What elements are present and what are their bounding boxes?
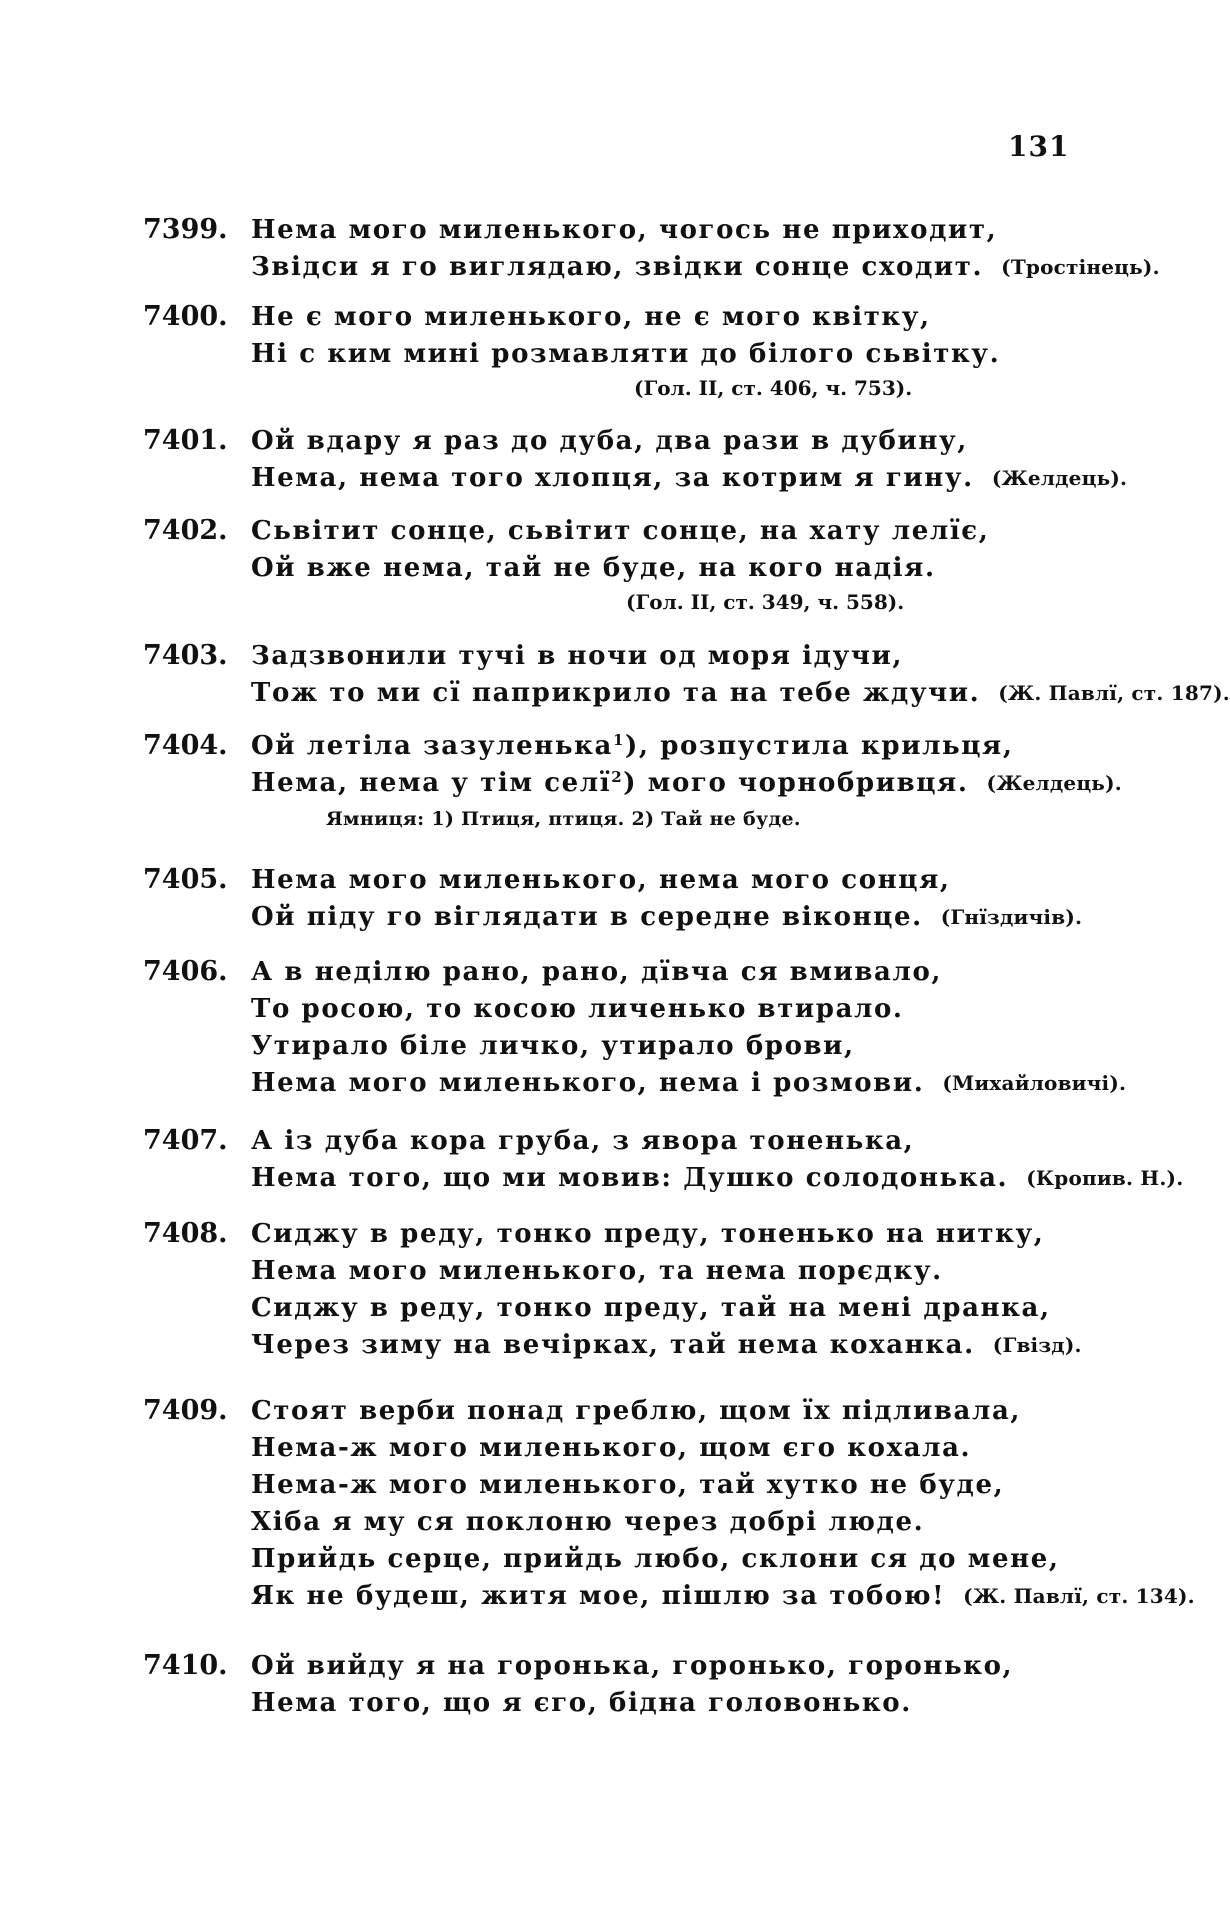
page-number: 131 bbox=[1008, 130, 1070, 163]
verse-line bbox=[251, 1327, 1091, 1364]
verse-text: Ой піду го віглядати в середне віконце. bbox=[251, 902, 923, 932]
variant-note: Ямниця: 1) Птиця, птиця. 2) Тай не буде. bbox=[326, 808, 801, 830]
song-number: 7400. bbox=[143, 301, 228, 332]
verse-text: Хіба я му ся поклоню через добрі люде. bbox=[251, 1507, 925, 1537]
verse-text: Нема, нема у тім селї bbox=[251, 768, 612, 798]
verse-lines bbox=[251, 1393, 1195, 1615]
verse-text: Нема-ж мого миленького, тай хутко не буде, bbox=[251, 1470, 1005, 1500]
song-number: 7406. bbox=[143, 956, 228, 987]
verse-lines bbox=[251, 638, 1230, 712]
verse-line bbox=[251, 423, 1091, 460]
source-reference: (Гол. II, ст. 406, ч. 753). bbox=[634, 376, 913, 400]
source-reference: (Гол. II, ст. 349, ч. 558). bbox=[626, 590, 905, 614]
source-reference: (Гвізд). bbox=[992, 1333, 1082, 1357]
song-number: 7410. bbox=[143, 1650, 228, 1681]
verse-text: Нема, нема того хлопця, за котрим я гину. bbox=[251, 463, 974, 493]
verse-line bbox=[251, 954, 1091, 991]
verse-text: Нема мого миленького, нема і розмови. bbox=[251, 1068, 925, 1098]
source-reference: (Тростінець). bbox=[1001, 255, 1160, 279]
verse-line bbox=[251, 1648, 1091, 1685]
verse-line bbox=[251, 336, 1091, 373]
verse-text: Через зиму на вечірках, тай нема коханка. bbox=[251, 1330, 975, 1360]
verse-line bbox=[251, 638, 1091, 675]
verse-text: Не є мого миленького, не є мого квітку, bbox=[251, 302, 931, 332]
verse-lines bbox=[251, 862, 1091, 936]
verse-text: ), розпустила крильця, bbox=[624, 731, 1014, 761]
verse-text: ) мого чорнобривця. bbox=[623, 768, 969, 798]
verse-text: Звідси я го виглядаю, звідки сонце сходит. bbox=[251, 252, 984, 282]
source-reference: (Кропив. Н.). bbox=[1026, 1166, 1184, 1190]
verse-line bbox=[251, 728, 1091, 765]
verse-text: Утирало біле личко, утирало брови, bbox=[251, 1031, 855, 1061]
verse-text: Ні с ким мині розмавляти до білого сьвітку. bbox=[251, 339, 1001, 369]
song-number: 7403. bbox=[143, 640, 228, 671]
song-number: 7401. bbox=[143, 425, 228, 456]
verse-line bbox=[251, 299, 1091, 336]
verse-line bbox=[251, 991, 1091, 1028]
song-number: 7402. bbox=[143, 515, 228, 546]
verse-line bbox=[251, 1541, 1091, 1578]
verse-line bbox=[251, 899, 1091, 936]
verse-lines bbox=[251, 728, 1122, 840]
verse-text: Ой летіла зазуленька bbox=[251, 731, 613, 761]
verse-line bbox=[251, 212, 1091, 249]
verse-line bbox=[251, 1028, 1091, 1065]
verse-text: Задзвонили тучі в ночи од моря ідучи, bbox=[251, 641, 903, 671]
verse-text: Сиджу в реду, тонко преду, тай на мені дранка, bbox=[251, 1293, 1051, 1323]
source-reference: (Гнїздичів). bbox=[940, 905, 1083, 929]
verse-line bbox=[251, 765, 1122, 802]
verse-text: Нема того, що ми мовив: Душко солодонька. bbox=[251, 1163, 1009, 1193]
source-reference: (Желдець). bbox=[986, 771, 1122, 795]
verse-line bbox=[251, 1504, 1091, 1541]
song-number: 7399. bbox=[143, 214, 228, 245]
verse-text: Ой вдару я раз до дуба, два рази в дубину, bbox=[251, 426, 968, 456]
verse-lines bbox=[251, 1648, 1091, 1722]
verse-lines bbox=[251, 1123, 1184, 1197]
verse-lines bbox=[251, 299, 1091, 407]
verse-text: Нема мого миленького, та нема порєдку. bbox=[251, 1256, 943, 1286]
verse-lines bbox=[251, 423, 1128, 497]
source-reference: (Ж. Павлї, ст. 187). bbox=[998, 681, 1230, 705]
verse-line bbox=[251, 862, 1091, 899]
verse-text: Нема того, що я єго, бідна головонько. bbox=[251, 1688, 912, 1718]
verse-text: Ой вийду я на горонька, горонько, горонько, bbox=[251, 1651, 1014, 1681]
verse-line bbox=[251, 1430, 1091, 1467]
verse-text: Тож то ми сї паприкрило та на тебе ждучи. bbox=[251, 678, 981, 708]
verse-text: Прийдь серце, прийдь любо, склони ся до мене, bbox=[251, 1544, 1060, 1574]
verse-text: Нема мого миленького, нема мого сонця, bbox=[251, 865, 951, 895]
footnote-marker: 1 bbox=[612, 731, 625, 749]
verse-lines bbox=[251, 513, 1091, 621]
source-reference: (Желдець). bbox=[991, 466, 1128, 490]
verse-lines bbox=[251, 1216, 1091, 1364]
verse-text: Як не будеш, житя мое, пішлю за тобою! bbox=[251, 1581, 946, 1611]
verse-line bbox=[251, 1578, 1195, 1615]
verse-line bbox=[251, 1123, 1091, 1160]
song-number: 7407. bbox=[143, 1125, 228, 1156]
verse-line bbox=[251, 1393, 1091, 1430]
verse-lines bbox=[251, 212, 1160, 286]
verse-line bbox=[251, 513, 1091, 550]
verse-text: То росою, то косою личенько втирало. bbox=[251, 994, 904, 1024]
verse-lines bbox=[251, 954, 1127, 1102]
verse-text: Стоят верби понад греблю, щом їх підливала, bbox=[251, 1396, 1022, 1426]
song-number: 7409. bbox=[143, 1395, 228, 1426]
verse-line bbox=[251, 1467, 1091, 1504]
verse-line bbox=[251, 1160, 1184, 1197]
verse-line bbox=[251, 1216, 1091, 1253]
verse-text: Сьвітит сонце, сьвітит сонце, на хату лелїє, bbox=[251, 516, 990, 546]
source-reference: (Ж. Павлї, ст. 134). bbox=[963, 1584, 1195, 1608]
verse-text: Ой вже нема, тай не буде, на кого надія. bbox=[251, 553, 936, 583]
verse-line bbox=[251, 675, 1230, 712]
verse-line bbox=[251, 550, 1091, 587]
verse-line bbox=[251, 1253, 1091, 1290]
song-number: 7404. bbox=[143, 730, 228, 761]
footnote-marker: 2 bbox=[611, 768, 624, 786]
song-number: 7405. bbox=[143, 864, 228, 895]
verse-line bbox=[251, 1685, 1091, 1722]
verse-line bbox=[251, 1290, 1091, 1327]
verse-text: Нема-ж мого миленького, щом єго кохала. bbox=[251, 1433, 972, 1463]
verse-text: А із дуба кора груба, з явора тоненька, bbox=[251, 1126, 915, 1156]
verse-line bbox=[251, 460, 1128, 497]
verse-text: Сиджу в реду, тонко преду, тоненько на нитку, bbox=[251, 1219, 1045, 1249]
verse-line bbox=[251, 249, 1160, 286]
song-number: 7408. bbox=[143, 1218, 228, 1249]
verse-text: А в неділю рано, рано, дївча ся вмивало, bbox=[251, 957, 943, 987]
verse-text: Нема мого миленького, чогось не приходит, bbox=[251, 215, 998, 245]
verse-line bbox=[251, 1065, 1127, 1102]
source-reference: (Михайловичі). bbox=[942, 1071, 1127, 1095]
